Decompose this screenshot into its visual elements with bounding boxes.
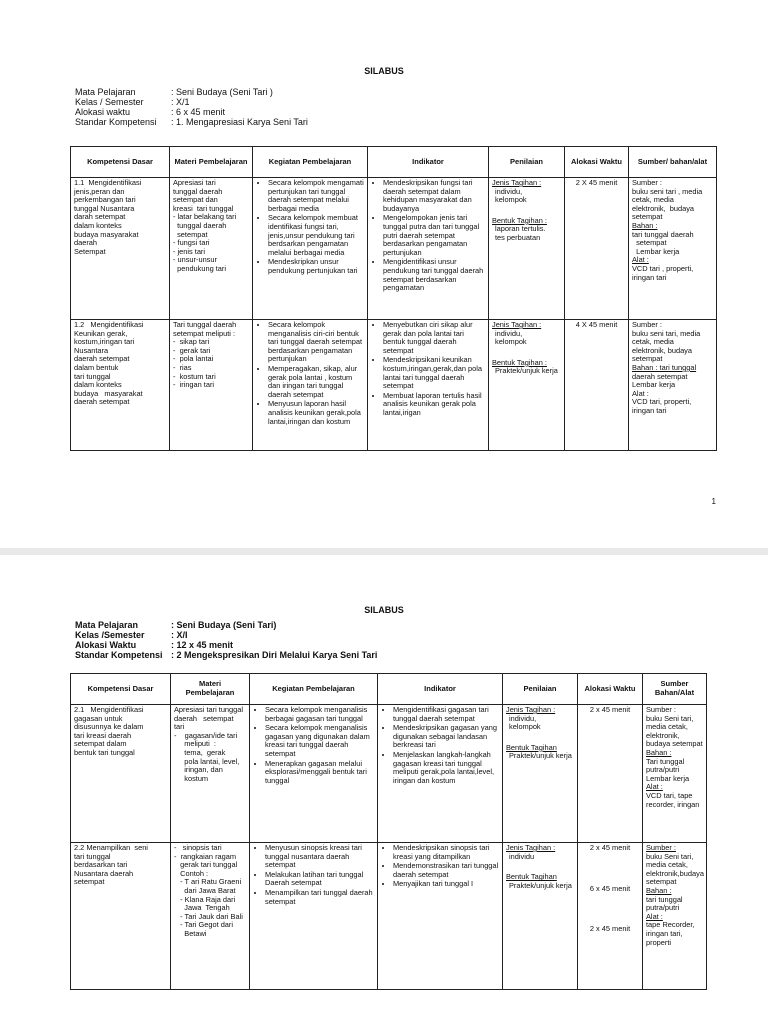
sumber-line: VCD tari , properti, [632, 263, 694, 273]
meta-row-alokasi [75, 107, 308, 117]
spacer [506, 732, 574, 744]
list-item: • Menerapkan gagasan melalui eksplorasi/menggali bentuk tari tunggal [265, 760, 374, 786]
sumber-line: Sumber : [646, 705, 676, 714]
materi-cell [171, 843, 250, 990]
bentuk-tagihan-label: Bentuk Tagihan [506, 872, 557, 882]
jenis-tagihan-label: Jenis Tagihan : [492, 320, 542, 329]
sumber-line: Sumber : [646, 843, 676, 852]
materi-cell [170, 178, 253, 320]
sumber-line: media cetak, [646, 722, 688, 732]
bullet-list [381, 706, 499, 785]
cell-line: - rangkaian ragam [174, 851, 237, 861]
cell-line: - fungsi tari [173, 238, 210, 248]
kegiatan-cell [250, 705, 378, 843]
cell-line: pendukung tari [173, 263, 227, 273]
sumber-line: Alat : [646, 911, 663, 921]
bullet-list [381, 844, 499, 889]
meta-label: Standar Kompetensi [75, 650, 163, 660]
sumber-line: Lembar kerja [632, 380, 676, 390]
bullet-list [371, 179, 485, 293]
cell-line: - Tari Jauk dari Bali [174, 911, 243, 921]
sumber-cell [629, 320, 717, 451]
sumber-line: VCD tari, tape [646, 790, 693, 800]
header-kegiatan: Kegiatan Pembelajaran [250, 674, 378, 705]
cell-line: dalam bentuk [74, 362, 119, 372]
cell-line: tari tunggal [74, 851, 111, 861]
cell-line: - gagasan/ide tari [174, 730, 238, 740]
sumber-line: buku Seni tari, [646, 713, 694, 723]
meta-value: : 2 Mengekspresikan Diri Melalui Karya Seni Tari [171, 650, 378, 660]
kompetensi-cell [71, 320, 170, 451]
alokasi-cell [565, 320, 629, 451]
sumber-line: iringan tari [632, 272, 667, 282]
cell-line: 2.2 Menampilkan seni [74, 843, 148, 852]
cell-line: Nusantara [74, 345, 109, 355]
alokasi-cell [565, 178, 629, 320]
list-item: • Menyusun laporan hasil analisis keunikan gerak,pola lantai,iringan dan kostum [268, 400, 364, 426]
list-item: • Mendeskripsikan sinopsis tari kreasi yang ditampilkan [393, 844, 499, 861]
header-penilaian: Penilaian [503, 674, 578, 705]
materi-cell [171, 705, 250, 843]
sumber-line: putra/putri [646, 903, 680, 913]
list-item: • Secara kelompok membuat identifikasi fungsi tari, jenis,unsur pendukung tari berdsarkan pengamatan melalui berbagai media [268, 214, 364, 257]
spacer [492, 347, 561, 359]
sumber-line: elektronik, [646, 730, 680, 740]
silabus-table [70, 146, 717, 451]
cell-line: kostum,iringan tari [74, 337, 135, 347]
cell-line: Apresiasi tari [173, 178, 216, 187]
sumber-line: Bahan : [632, 220, 658, 230]
sumber-line: Bahan : [646, 885, 672, 895]
sumber-line: Bahan : tari tunggal [632, 362, 697, 372]
cell-line: jenis,peran dan [74, 186, 125, 196]
meta-label: Alokasi Waktu [75, 640, 137, 650]
sumber-line: Bahan : [646, 747, 672, 757]
silabus-meta [75, 87, 308, 127]
sumber-line: setempat [646, 877, 677, 887]
alokasi-value: 2 X 45 menit [575, 178, 618, 187]
meta-label: Alokasi waktu [75, 107, 131, 117]
cell-line: daerah setempat [74, 354, 130, 364]
cell-line: budaya masyarakat [74, 229, 139, 239]
sumber-line: buku seni tari , media [632, 186, 703, 196]
cell-line: disusunnya ke dalam [74, 722, 144, 732]
sumber-line: Alat : [646, 782, 663, 792]
bentuk-tagihan-label: Bentuk Tagihan : [492, 357, 547, 367]
sumber-cell [643, 843, 707, 990]
cell-line: daerah setempat [74, 397, 130, 407]
cell-line: pola lantai, level, [174, 756, 240, 766]
jenis-tagihan-item: individu, [509, 713, 537, 723]
jenis-tagihan-item: individu [509, 851, 535, 861]
meta-value: : 6 x 45 menit [171, 107, 226, 117]
cell-line: dari Jawa Barat [174, 885, 236, 895]
alokasi-value: 2 x 45 menit [589, 705, 631, 714]
penilaian-cell [503, 843, 578, 990]
bentuk-tagihan-label: Bentuk Tagihan : [492, 215, 547, 225]
header-kompetensi: Kompetensi Dasar [71, 674, 171, 705]
cell-line: - pola lantai [173, 354, 214, 364]
list-item: • Secara kelompok menganalisis gagasan yang digunakan dalam kreasi tari tunggal daerah setempat [265, 724, 374, 758]
sumber-line: VCD tari, properti, [632, 397, 692, 407]
alokasi-cell [578, 705, 643, 843]
cell-line: Keunikan gerak, [74, 328, 128, 338]
list-item: • Menjelaskan langkah-langkah gagasan kreasi tari tunggal meliputi gerak,pola lantai,level, iringan dan kostum [393, 751, 499, 785]
sumber-line: tape Recorder, [646, 920, 695, 930]
cell-line: setempat [173, 229, 208, 239]
cell-line: Jawa Tengah [174, 903, 230, 913]
table-row [71, 705, 707, 843]
header-alokasi: Alokasi Waktu [565, 147, 629, 178]
cell-line: - gerak tari [173, 345, 211, 355]
table-row [71, 843, 707, 990]
cell-line: Betawi [174, 928, 207, 938]
cell-line: 1.1 Mengidentifikasi [74, 178, 142, 187]
sumber-line: elektronik,budaya [646, 868, 704, 878]
cell-line: kreasi tari tunggal [173, 203, 234, 213]
kegiatan-cell [253, 178, 368, 320]
list-item: • Mendeskripsikan fungsi tari daerah setempat dalam kehidupan masyarakat dan budayanya [383, 179, 485, 213]
meta-label: Mata Pelajaran [75, 620, 139, 630]
header-indikator: Indikator [368, 147, 489, 178]
kegiatan-cell [253, 320, 368, 451]
header-sumber: Sumber Bahan/Alat [643, 674, 707, 705]
meta-value: : Seni Budaya (Seni Tari) [171, 620, 277, 630]
indikator-cell [368, 178, 489, 320]
jenis-tagihan-item: kelompok [495, 195, 527, 205]
list-item: • Mendeskripsikani keunikan kostum,iringan,gerak,dan pola lantai tari tunggal daerah setempat [383, 356, 485, 390]
header-materi: Materi Pembelajaran [170, 147, 253, 178]
bentuk-tagihan-item: laporan tertulis. [495, 224, 546, 234]
header-alokasi: Alokasi Waktu [578, 674, 643, 705]
sumber-line: daerah setempat [632, 371, 688, 381]
cell-line: Tari tunggal daerah [173, 320, 237, 329]
cell-line: Setempat [74, 246, 106, 256]
indikator-cell [368, 320, 489, 451]
meta-value: : 1. Mengapresiasi Karya Seni Tari [171, 117, 308, 127]
kompetensi-cell [71, 178, 170, 320]
table-header-row [71, 674, 707, 705]
sumber-line: budaya setempat [646, 739, 703, 749]
cell-line: - sikap tari [173, 337, 210, 347]
cell-line: bentuk tari tunggal [74, 747, 135, 757]
jenis-tagihan-label: Jenis Tagihan : [492, 178, 542, 187]
header-materi: Materi Pembelajaran [171, 674, 250, 705]
sumber-line: cetak, media [632, 337, 674, 347]
list-item: • Melakukan latihan tari tunggal Daerah setempat [265, 871, 374, 888]
silabus-meta [75, 620, 377, 660]
header-sumber: Sumber/ bahan/alat [629, 147, 717, 178]
list-item: • Secara kelompok menganalisis ciri-ciri bentuk tari tunggal daerah setempat berdasarkan pengamatan pertunjukan [268, 321, 364, 364]
penilaian-cell [489, 178, 565, 320]
cell-line: daerah setempat [174, 713, 234, 723]
sumber-line: Lembar kerja [632, 246, 680, 256]
cell-line: tunggal daerah [173, 220, 227, 230]
header-kompetensi: Kompetensi Dasar [71, 147, 170, 178]
cell-line: tari kreasi daerah [74, 730, 132, 740]
penilaian-cell [503, 705, 578, 843]
meta-label: Standar Kompetensi [75, 117, 157, 127]
jenis-tagihan-label: Jenis Tagihan : [506, 705, 556, 714]
table-row [71, 320, 717, 451]
bentuk-tagihan-item: Praktek/unjuk kerja [509, 880, 572, 890]
cell-line: gagasan untuk [74, 713, 123, 723]
alokasi-value: 2 x 45 menit [589, 843, 631, 852]
list-item: • Mendemonstrasikan tari tunggal daerah setempat [393, 862, 499, 879]
sumber-line: setempat [632, 354, 663, 364]
indikator-cell [378, 705, 503, 843]
cell-line: tema, gerak [174, 747, 226, 757]
cell-line: perkembangan tari [74, 195, 136, 205]
sumber-line: buku Seni tari, [646, 851, 694, 861]
cell-line: Apresiasi tari tunggal [174, 705, 244, 714]
spacer [492, 205, 561, 217]
silabus-title: SILABUS [364, 605, 404, 615]
meta-row-alokasi [75, 640, 377, 650]
bullet-list [253, 706, 374, 785]
bullet-list [256, 321, 364, 426]
sumber-line: Sumber : [632, 320, 662, 329]
list-item: • Mengelompokan jenis tari tunggal putra dan tari tunggal putri daerah setempat berdasarkan pengamatan pertunjukan [383, 214, 485, 257]
cell-line: - sinopsis tari [174, 843, 222, 852]
list-item: • Memperagakan, sikap, alur gerak pola lantai , kostum dan iringan tari tunggal daerah setempat [268, 365, 364, 399]
cell-line: gerak tari tunggal [174, 860, 238, 870]
cell-line: - iringan tari [173, 380, 215, 390]
jenis-tagihan-item: kelompok [495, 337, 527, 347]
cell-line: iringan, dan [174, 765, 223, 775]
cell-line: dalam konteks [74, 380, 122, 390]
cell-line: 1.2 Mengidentifikasi [74, 320, 144, 329]
header-penilaian: Penilaian [489, 147, 565, 178]
sumber-line: recorder, iringan [646, 799, 700, 809]
cell-line: - jenis tari [173, 246, 206, 256]
cell-line: 2.1 Mengidentifikasi [74, 705, 144, 714]
cell-line: daerah [74, 238, 98, 248]
table-row [71, 178, 717, 320]
alokasi-value: 4 X 45 menit [575, 320, 618, 329]
bullet-list [253, 844, 374, 906]
materi-cell [170, 320, 253, 451]
cell-line: budaya masyarakat [74, 388, 143, 398]
cell-line: Contoh : [174, 868, 209, 878]
table-header-row [71, 147, 717, 178]
list-item: • Membuat laporan tertulis hasil analisis keunikan gerak pola lantai,irigan [383, 392, 485, 418]
cell-line: - kostum tari [173, 371, 216, 381]
cell-line: dalam konteks [74, 220, 122, 230]
indikator-cell [378, 843, 503, 990]
kompetensi-cell [71, 705, 171, 843]
cell-line: setempat [74, 877, 105, 887]
sumber-line: properti [646, 937, 672, 947]
meta-row-standar [75, 117, 308, 127]
cell-line: berdasarkan tari [74, 860, 128, 870]
cell-line: tunggal daerah [173, 186, 223, 196]
jenis-tagihan-item: individu, [495, 328, 523, 338]
sumber-cell [643, 705, 707, 843]
alokasi-value: 6 x 45 menit [589, 883, 631, 893]
alokasi-cell [578, 843, 643, 990]
list-item: • Secara kelompok menganalisis berbagai gagasan tari tunggal [265, 706, 374, 723]
meta-label: Kelas /Semester [75, 630, 145, 640]
list-item: • Mendeskripsikan gagasan yang digunakan sebagai landasan berkreasi tari [393, 724, 499, 750]
meta-value: : X/1 [171, 97, 190, 107]
meta-row-kelas [75, 630, 377, 640]
sumber-line: Lembar kerja [646, 773, 690, 783]
meta-value: : Seni Budaya (Seni Tari ) [171, 87, 273, 97]
bentuk-tagihan-item: Praktek/unjuk kerja [495, 366, 558, 376]
penilaian-cell [489, 320, 565, 451]
bentuk-tagihan-item: Praktek/unjuk kerja [509, 751, 572, 761]
sumber-cell [629, 178, 717, 320]
silabus-title: SILABUS [364, 66, 404, 76]
sumber-line: Sumber : [632, 178, 662, 187]
list-item: • Mendeskripkan unsur pendukung pertunjukan tari [268, 258, 364, 275]
meta-label: Mata Pelajaran [75, 87, 136, 97]
cell-line: tunggal Nusantara [74, 203, 135, 213]
silabus-table [70, 673, 707, 990]
meta-label: Kelas / Semester [75, 97, 144, 107]
cell-line: - T ari Ratu Graeni [174, 877, 242, 887]
cell-line: - latar belakang tari [173, 212, 237, 222]
cell-line: - unsur-unsur [173, 255, 217, 265]
cell-line: tari tunggal [74, 371, 111, 381]
cell-line: tari [174, 722, 185, 732]
cell-line: Nusantara daerah [74, 868, 134, 878]
cell-line: setempat dan [173, 195, 218, 205]
sumber-line: Alat : [632, 255, 649, 265]
sumber-line: iringan tari [632, 405, 667, 415]
meta-row-kelas [75, 97, 308, 107]
cell-line: kostum [174, 773, 209, 783]
meta-value: : 12 x 45 menit [171, 640, 234, 650]
cell-line: setempat meliputi : [173, 328, 236, 338]
bullet-list [371, 321, 485, 418]
header-indikator: Indikator [378, 674, 503, 705]
jenis-tagihan-item: individu, [495, 186, 523, 196]
sumber-line: elektronik, budaya [632, 203, 695, 213]
bentuk-tagihan-item: tes perbuatan [495, 232, 541, 242]
sumber-line: media cetak, [646, 860, 688, 870]
cell-line: meliputi : [174, 739, 216, 749]
meta-value: : X/I [171, 630, 188, 640]
list-item: • Secara kelompok mengamati pertunjukan tari tunggal daerah setempat melalui berbagai media [268, 179, 364, 213]
kompetensi-cell [71, 843, 171, 990]
list-item: • Menampilkan tari tunggal daerah setempat [265, 889, 374, 906]
sumber-line: putra/putri [646, 765, 680, 775]
cell-line: setempat dalam [74, 739, 127, 749]
sumber-line: buku seni tari, media [632, 328, 701, 338]
bullet-list [256, 179, 364, 276]
meta-row-mata-pelajaran [75, 620, 377, 630]
list-item: • Menyusun sinopsis kreasi tari tunggal nusantara daerah setempat [265, 844, 374, 870]
cell-line: darah setempat [74, 212, 126, 222]
jenis-tagihan-item: kelompok [509, 722, 541, 732]
kegiatan-cell [250, 843, 378, 990]
sumber-line: setempat [632, 212, 663, 222]
header-kegiatan: Kegiatan Pembelajaran [253, 147, 368, 178]
silabus-page-2 [0, 555, 768, 1024]
sumber-line: setempat [632, 238, 667, 248]
meta-row-mata-pelajaran [75, 87, 308, 97]
list-item: • Menyajikan tari tunggal I [393, 880, 499, 889]
list-item: • Menyebutkan ciri sikap alur gerak dan pola lantai tari bentuk tunggal daerah setempat [383, 321, 485, 355]
sumber-line: iringan tari, [646, 928, 683, 938]
sumber-line: Tari tunggal [646, 756, 685, 766]
sumber-line: Alat : [632, 388, 649, 398]
cell-line: - Klana Raja dari [174, 894, 236, 904]
cell-line: - rias [173, 362, 192, 372]
page-number: 1 [711, 497, 716, 506]
meta-row-standar [75, 650, 377, 660]
alokasi-value: 2 x 45 menit [589, 924, 631, 934]
sumber-line: elektronik, budaya [632, 345, 692, 355]
list-item: • Mengidentifikasi unsur pendukung tari tunggal daerah setempat berdasarkan pengamatan [383, 258, 485, 292]
sumber-line: tari tunggal [646, 894, 683, 904]
jenis-tagihan-label: Jenis Tagihan : [506, 843, 556, 852]
list-item: • Mengidentifikasi gagasan tari tunggal daerah setempat [393, 706, 499, 723]
sumber-line: tari tunggal daerah [632, 229, 694, 239]
cell-line: - Tari Gegot dari [174, 920, 234, 930]
sumber-line: cetak, media [632, 195, 674, 205]
bentuk-tagihan-label: Bentuk Tagihan [506, 742, 557, 752]
